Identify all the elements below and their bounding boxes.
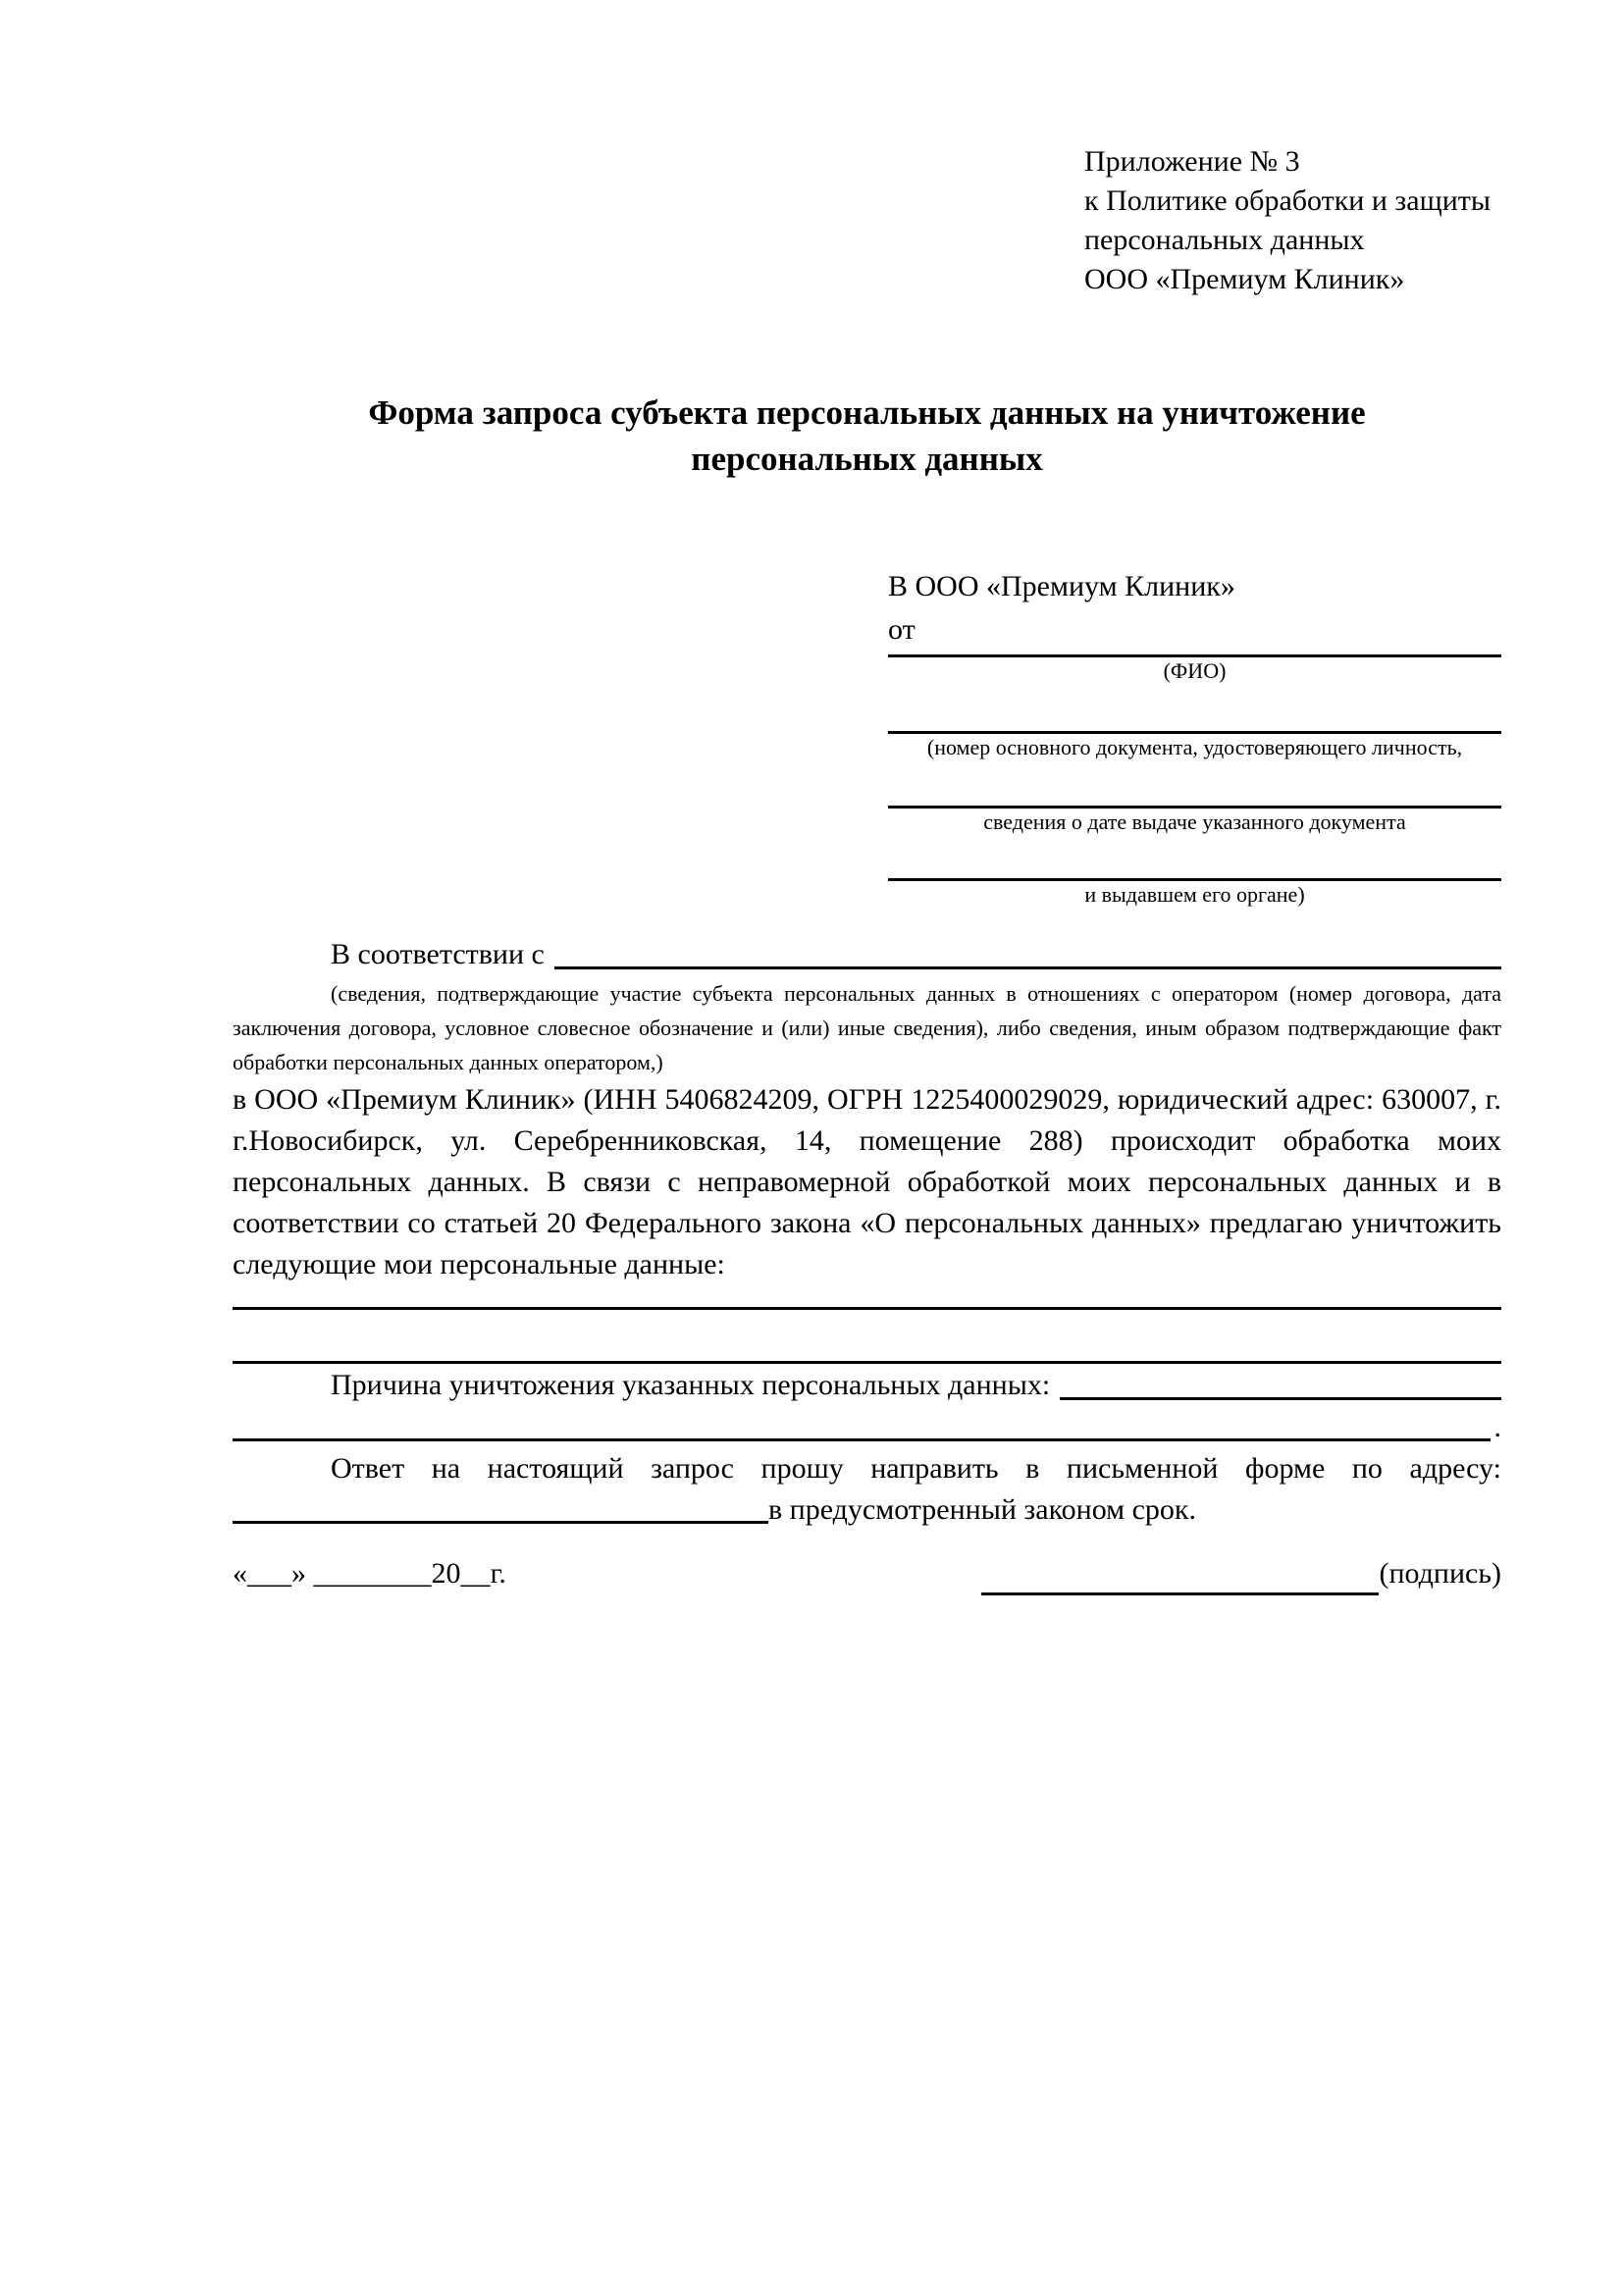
addressee-block bbox=[888, 565, 1501, 908]
period-mark: . bbox=[1493, 1411, 1501, 1443]
reason-blank-line bbox=[1060, 1364, 1501, 1400]
personal-data-blank-line bbox=[233, 1285, 1501, 1310]
document-title-line: персональных данных bbox=[691, 440, 1043, 478]
appendix-line: персональных данных bbox=[1084, 224, 1365, 256]
personal-data-blank-line bbox=[233, 1310, 1501, 1364]
reason-continuation-row bbox=[233, 1407, 1501, 1448]
appendix-line: к Политике обработки и защиты bbox=[1084, 184, 1492, 217]
date-blank-text: «___» ________20__г. bbox=[233, 1557, 506, 1590]
document-number-blank-line bbox=[888, 684, 1501, 734]
address-blank-line bbox=[233, 1489, 768, 1524]
date-signature-row bbox=[233, 1552, 1501, 1595]
accordance-row bbox=[233, 933, 1501, 976]
accordance-blank-line bbox=[554, 933, 1501, 969]
document-title-line: Форма запроса субъекта персональных данных на уничтожение bbox=[368, 393, 1366, 432]
reason-blank-line-2 bbox=[233, 1407, 1491, 1441]
addressee-to: В ООО «Премиум Клиник» bbox=[888, 570, 1235, 602]
response-address-row bbox=[233, 1489, 1501, 1531]
addressee-from-label: от bbox=[888, 613, 916, 646]
issuing-authority-blank-line bbox=[888, 835, 1501, 881]
document-content bbox=[233, 0, 1501, 1595]
issue-date-caption: сведения о дате выдаче указанного документа bbox=[983, 809, 1406, 834]
fio-caption: (ФИО) bbox=[1163, 658, 1227, 683]
response-tail-text: в предусмотренный законом срок. bbox=[768, 1493, 1196, 1526]
reason-label: Причина уничтожения указанных персональных данных: bbox=[331, 1369, 1051, 1401]
issuing-authority-caption: и выдавшем его органе) bbox=[1084, 882, 1305, 907]
signature-blank-line bbox=[981, 1553, 1379, 1595]
appendix-line: Приложение № 3 bbox=[1084, 145, 1300, 178]
appendix-block bbox=[1084, 142, 1501, 299]
accordance-note: (сведения, подтверждающие участие субъекта персональных данных в отношениях с оператором (номер договора, дата заключения договора, условное словесное обозначение и (или) иные сведения), либо сведения, иным образом подтверждающие факт обработки персональных данных оператором,) bbox=[233, 981, 1501, 1074]
document-number-caption: (номер основного документа, удостоверяющего личность, bbox=[926, 735, 1463, 759]
accordance-lead: В соответствии с bbox=[331, 938, 545, 970]
appendix-line: ООО «Премиум Клиник» bbox=[1084, 263, 1405, 295]
body-paragraph: в ООО «Премиум Клиник» (ИНН 5406824209, ОГРН 1225400029029, юридический адрес: 630007, г. г.Новосибирск, ул. Серебренниковская, 14, помещение 288) происходит обработка моих персональных данных. В связи с неправомерной обработкой моих персональных данных и в соответствии со статьей 20 Федерального закона «О персональных данных» предлагаю уничтожить следующие мои персональные данные: bbox=[233, 1083, 1501, 1280]
issue-date-blank-line bbox=[888, 760, 1501, 809]
signature-caption: (подпись) bbox=[1379, 1557, 1501, 1590]
signature-group bbox=[981, 1552, 1501, 1595]
response-request-line: Ответ на настоящий запрос прошу направить в письменной форме по адресу: bbox=[331, 1452, 1501, 1485]
reason-row bbox=[233, 1364, 1501, 1407]
document-title bbox=[233, 390, 1501, 482]
